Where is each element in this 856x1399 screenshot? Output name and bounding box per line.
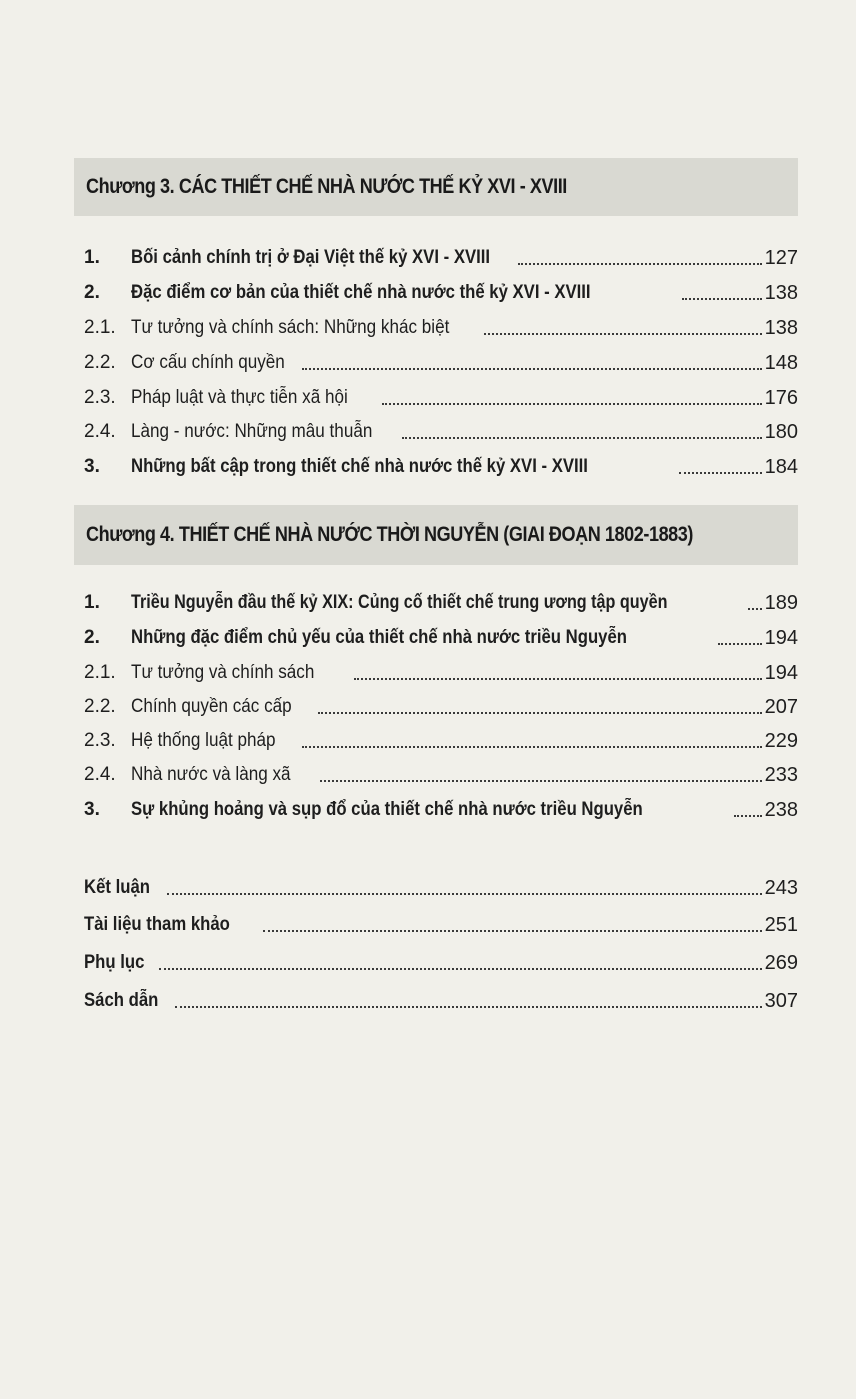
toc-entry-4-1 xyxy=(84,585,798,615)
toc-entry-page: 138 xyxy=(764,282,798,304)
toc-entry-title: Triều Nguyễn đầu thế kỷ XIX: Củng cố thiết chế trung ương tập quyền xyxy=(131,592,668,613)
toc-entry-number: 2.2. xyxy=(84,696,116,717)
toc-entry-page: 148 xyxy=(764,352,798,374)
toc-entry-title: Tư tưởng và chính sách xyxy=(131,662,315,683)
toc-entry-references xyxy=(84,907,798,937)
toc-entry-title: Những đặc điểm chủ yếu của thiết chế nhà nước triều Nguyễn xyxy=(131,627,627,648)
toc-entry-number: 1. xyxy=(84,592,100,613)
toc-entry-4-2-4 xyxy=(84,757,798,787)
chapter-4-heading xyxy=(74,505,798,565)
dot-leader xyxy=(402,436,762,439)
toc-entry-3-3 xyxy=(84,449,798,479)
dot-leader xyxy=(167,892,762,895)
toc-entry-number: 2.1. xyxy=(84,317,116,338)
toc-entry-title: Sự khủng hoảng và sụp đổ của thiết chế nhà nước triều Nguyễn xyxy=(131,799,643,820)
toc-entry-page: 269 xyxy=(764,952,798,974)
dot-leader xyxy=(682,297,762,300)
toc-entry-number: 2.3. xyxy=(84,387,116,408)
toc-entry-title: Cơ cấu chính quyền xyxy=(131,352,285,373)
dot-leader xyxy=(302,367,762,370)
toc-entry-title: Hệ thống luật pháp xyxy=(131,730,276,751)
toc-entry-number: 2.4. xyxy=(84,421,116,442)
toc-entry-title: Tài liệu tham khảo xyxy=(84,914,230,935)
toc-entry-number: 3. xyxy=(84,799,100,820)
toc-entry-3-2-3 xyxy=(84,380,798,410)
toc-entry-title: Sách dẫn xyxy=(84,990,159,1011)
toc-entry-3-2-4 xyxy=(84,414,798,444)
toc-entry-page: 243 xyxy=(764,877,798,899)
toc-entry-3-1 xyxy=(84,240,798,270)
toc-entry-4-2-1 xyxy=(84,655,798,685)
dot-leader xyxy=(175,1005,762,1008)
toc-entry-page: 229 xyxy=(764,730,798,752)
dot-leader xyxy=(318,711,762,714)
toc-entry-title: Những bất cập trong thiết chế nhà nước thế kỷ XVI - XVIII xyxy=(131,456,588,477)
toc-entry-page: 194 xyxy=(764,627,798,649)
dot-leader xyxy=(263,929,762,932)
toc-entry-index xyxy=(84,983,798,1013)
toc-entry-title: Kết luận xyxy=(84,877,150,898)
toc-entry-page: 184 xyxy=(764,456,798,478)
toc-entry-page: 176 xyxy=(764,387,798,409)
toc-entry-title: Bối cảnh chính trị ở Đại Việt thế kỷ XVI - XVIII xyxy=(131,247,491,268)
toc-entry-number: 2.3. xyxy=(84,730,116,751)
toc-entry-page: 233 xyxy=(764,764,798,786)
toc-entry-3-2-2 xyxy=(84,345,798,375)
toc-entry-page: 238 xyxy=(764,799,798,821)
toc-entry-4-2 xyxy=(84,620,798,650)
toc-entry-title: Chính quyền các cấp xyxy=(131,696,292,717)
toc-entry-number: 2.4. xyxy=(84,764,116,785)
dot-leader xyxy=(748,607,762,610)
dot-leader xyxy=(159,967,762,970)
toc-entry-4-3 xyxy=(84,792,798,822)
chapter-3-title: Chương 3. CÁC THIẾT CHẾ NHÀ NƯỚC THẾ KỶ XVI - XVIII xyxy=(86,175,567,198)
toc-entry-4-2-3 xyxy=(84,723,798,753)
toc-entry-number: 2. xyxy=(84,282,100,303)
toc-entry-title: Nhà nước và làng xã xyxy=(131,764,291,785)
dot-leader xyxy=(354,677,762,680)
dot-leader xyxy=(518,262,762,265)
toc-entry-title: Làng - nước: Những mâu thuẫn xyxy=(131,421,373,442)
toc-entry-appendix xyxy=(84,945,798,975)
toc-entry-number: 1. xyxy=(84,247,100,268)
dot-leader xyxy=(302,745,762,748)
toc-entry-title: Phụ lục xyxy=(84,952,145,973)
dot-leader xyxy=(320,779,762,782)
dot-leader xyxy=(484,332,762,335)
dot-leader xyxy=(679,471,762,474)
dot-leader xyxy=(718,642,762,645)
toc-entry-title: Tư tưởng và chính sách: Những khác biệt xyxy=(131,317,450,338)
toc-entry-number: 2. xyxy=(84,627,100,648)
toc-entry-page: 127 xyxy=(764,247,798,269)
toc-entry-page: 189 xyxy=(764,592,798,614)
toc-entry-title: Đặc điểm cơ bản của thiết chế nhà nước thế kỷ XVI - XVIII xyxy=(131,282,591,303)
dot-leader xyxy=(734,814,762,817)
chapter-3-heading xyxy=(74,158,798,216)
toc-entry-page: 180 xyxy=(764,421,798,443)
toc-entry-3-2-1 xyxy=(84,310,798,340)
toc-entry-page: 207 xyxy=(764,696,798,718)
chapter-4-title: Chương 4. THIẾT CHẾ NHÀ NƯỚC THỜI NGUYỄN (GIAI ĐOẠN 1802-1883) xyxy=(86,523,693,546)
toc-entry-title: Pháp luật và thực tiễn xã hội xyxy=(131,387,348,408)
dot-leader xyxy=(382,402,762,405)
toc-entry-page: 138 xyxy=(764,317,798,339)
toc-entry-number: 3. xyxy=(84,456,100,477)
toc-entry-page: 251 xyxy=(764,914,798,936)
toc-entry-page: 307 xyxy=(764,990,798,1012)
toc-entry-conclusion xyxy=(84,870,798,900)
toc-entry-number: 2.2. xyxy=(84,352,116,373)
toc-entry-page: 194 xyxy=(764,662,798,684)
toc-entry-3-2 xyxy=(84,275,798,305)
toc-entry-4-2-2 xyxy=(84,689,798,719)
toc-entry-number: 2.1. xyxy=(84,662,116,683)
